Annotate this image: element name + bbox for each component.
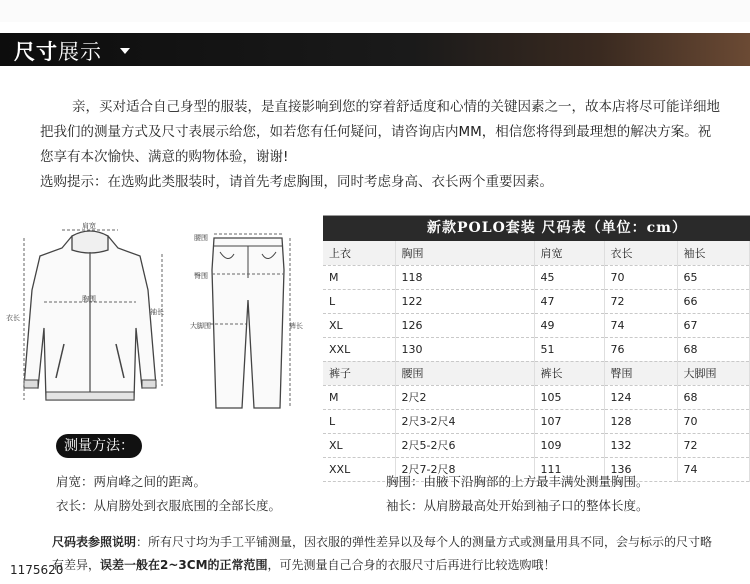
intro-paragraph: 亲，买对适合自己身型的服装，是直接影响到您的穿着舒适度和心情的关键因素之一，故本店将尽可能详细地把我们的测量方式及尺寸表展示给您，如若您有任何疑问，请咨询店内MM，相信您将得到最理想的解决方案。祝您享有本次愉快、满意的购物体验，谢谢! xyxy=(40,99,720,165)
table-cell: 肩宽 xyxy=(534,241,604,265)
purchase-tip: 选购提示：在选购此类服装时，请首先考虑胸围，同时考虑身高、衣长两个重要因素。 xyxy=(40,174,553,190)
table-cell: 130 xyxy=(395,337,534,361)
def-length: 衣长：从肩膀处到衣服底围的全部长度。 xyxy=(56,498,282,513)
size-chart-title: 新款POLO套装 尺码表（单位：cm） xyxy=(323,216,750,241)
table-row xyxy=(323,265,750,289)
table-cell: 裤长 xyxy=(534,361,604,385)
table-header-row xyxy=(323,241,750,265)
table-cell: 72 xyxy=(604,289,677,313)
table-cell: 47 xyxy=(534,289,604,313)
table-cell: 袖长 xyxy=(677,241,750,265)
table-cell: 68 xyxy=(677,337,750,361)
table-row xyxy=(323,289,750,313)
table-cell: M xyxy=(323,265,395,289)
table-cell: 臀围 xyxy=(604,361,677,385)
table-cell: 大脚围 xyxy=(677,361,750,385)
table-cell: 72 xyxy=(677,433,750,457)
note-tolerance: 误差一般在2~3CM的正常范围 xyxy=(100,558,268,572)
def-shoulder: 肩宽：两肩峰之间的距离。 xyxy=(56,474,207,489)
table-cell: 2尺7-2尺8 xyxy=(395,457,534,481)
table-cell: 70 xyxy=(677,409,750,433)
table-row xyxy=(323,337,750,361)
pants-drawing xyxy=(190,230,303,416)
table-cell: XXL xyxy=(323,337,395,361)
measurement-method-label: 测量方法： xyxy=(56,434,142,458)
table-row xyxy=(323,409,750,433)
table-cell: 上衣 xyxy=(323,241,395,265)
table-cell: 衣长 xyxy=(604,241,677,265)
pants-illustration xyxy=(190,230,303,416)
table-cell: XXL xyxy=(323,457,395,481)
intro-text xyxy=(40,95,720,190)
table-row xyxy=(323,433,750,457)
table-cell: 2尺2 xyxy=(395,385,534,409)
table-cell: 109 xyxy=(534,433,604,457)
table-cell: 70 xyxy=(604,265,677,289)
table-cell: 107 xyxy=(534,409,604,433)
jacket-sleeve-label: 袖长 xyxy=(150,308,164,316)
jacket-shoulder-label: 肩宽 xyxy=(82,222,96,230)
def-sleeve: 袖长：从肩膀最高处开始到袖子口的整体长度。 xyxy=(386,498,649,513)
table-cell: 68 xyxy=(677,385,750,409)
table-cell: 裤子 xyxy=(323,361,395,385)
table-cell: L xyxy=(323,289,395,313)
table-cell: 49 xyxy=(534,313,604,337)
table-cell: 111 xyxy=(534,457,604,481)
table-cell: 2尺5-2尺6 xyxy=(395,433,534,457)
table-cell: 76 xyxy=(604,337,677,361)
table-cell: 126 xyxy=(395,313,534,337)
pants-waist-label: 腰围 xyxy=(194,234,208,242)
table-cell: 67 xyxy=(677,313,750,337)
table-cell: 74 xyxy=(677,457,750,481)
table-cell: 132 xyxy=(604,433,677,457)
table-cell: 66 xyxy=(677,289,750,313)
chevron-down-icon xyxy=(120,48,130,54)
pants-thigh-label: 大脚围 xyxy=(190,322,211,330)
size-chart xyxy=(323,215,750,476)
jacket-drawing xyxy=(4,218,180,406)
def-chest: 胸围：由腋下沿胸部的上方最丰满处测量胸围。 xyxy=(386,474,649,489)
table-row xyxy=(323,313,750,337)
jacket-illustration xyxy=(4,218,180,406)
note-label: 尺码表参照说明 xyxy=(52,535,137,549)
table-cell: 124 xyxy=(604,385,677,409)
table-cell: M xyxy=(323,385,395,409)
table-cell: 51 xyxy=(534,337,604,361)
table-cell: XL xyxy=(323,433,395,457)
table-cell: 65 xyxy=(677,265,750,289)
table-cell: 腰围 xyxy=(395,361,534,385)
jacket-length-label: 衣长 xyxy=(6,314,20,322)
top-strip xyxy=(0,0,750,22)
table-cell: 118 xyxy=(395,265,534,289)
table-cell: 74 xyxy=(604,313,677,337)
table-cell: 105 xyxy=(534,385,604,409)
pants-hip-label: 臀围 xyxy=(194,272,208,280)
table-cell: 122 xyxy=(395,289,534,313)
size-chart-note: 尺码表参照说明：所有尺寸均为手工平铺测量，因衣服的弹性差异以及每个人的测量方式或测量用具不同，会与标示的尺寸略有差异，误差一般在2~3CM的正常范围，可先测量自己合身的衣服尺寸后再进行比较选购哦！ xyxy=(52,535,713,572)
table-cell: 136 xyxy=(604,457,677,481)
table-cell: 2尺3-2尺4 xyxy=(395,409,534,433)
table-cell: L xyxy=(323,409,395,433)
jacket-chest-label: 胸围 xyxy=(82,295,96,303)
size-chart-table xyxy=(323,241,750,482)
table-cell: 胸围 xyxy=(395,241,534,265)
table-header-row xyxy=(323,361,750,385)
product-code: 1175620 xyxy=(10,563,64,577)
table-row xyxy=(323,385,750,409)
section-title: 尺寸展示 xyxy=(14,40,102,64)
pants-length-label: 裤长 xyxy=(289,322,303,330)
table-cell: XL xyxy=(323,313,395,337)
table-cell: 45 xyxy=(534,265,604,289)
section-header xyxy=(0,33,750,66)
table-cell: 128 xyxy=(604,409,677,433)
